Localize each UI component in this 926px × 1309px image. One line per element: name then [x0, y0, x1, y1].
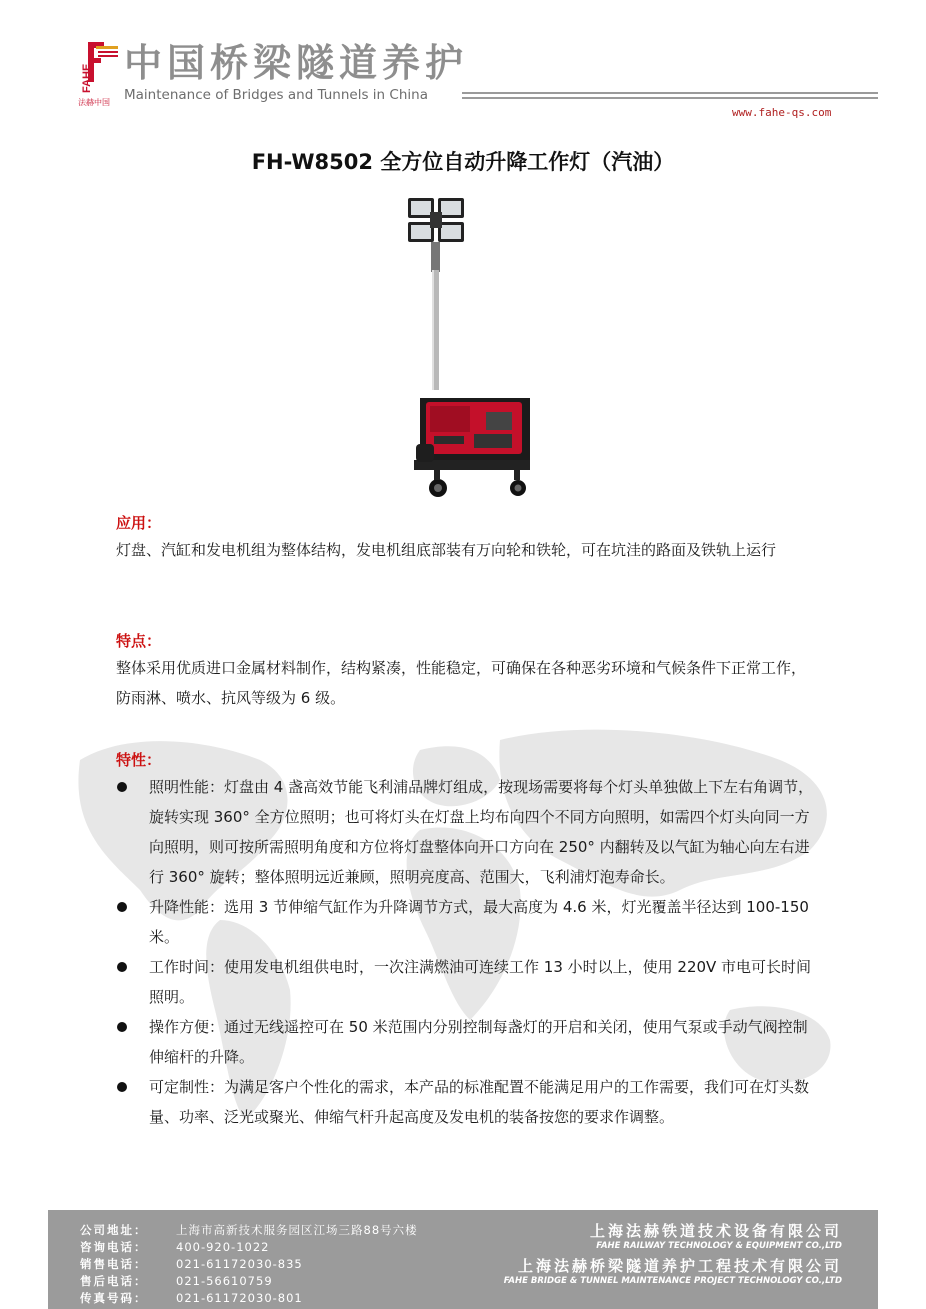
svg-text:FAHE: FAHE [81, 63, 93, 93]
bullet-icon [117, 902, 127, 912]
product-title: FH-W8502 全方位自动升降工作灯（汽油） [251, 150, 675, 174]
contact-address: 公司地址： 上海市高新技术服务园区江场三路88号六楼 [80, 1223, 418, 1237]
feature-item: 可定制性：为满足客户个性化的需求，本产品的标准配置不能满足用户的工作需要，我们可在灯头数量、功率、泛光或聚光、伸缩气杆升起高度及发电机的装备按您的要求作调整。 [116, 1072, 816, 1132]
contact-info [80, 1222, 418, 1307]
application-heading: 应用： [116, 514, 162, 532]
bullet-icon [117, 1022, 127, 1032]
product-image [400, 190, 540, 502]
features-list [116, 772, 816, 1132]
company-railway: 上海法赫铁道技术设备有限公司 FAHE RAILWAY TECHNOLOGY & EQUIPMENT CO.,LTD [589, 1222, 842, 1251]
feature-item: 升降性能：选用 3 节伸缩气缸作为升降调节方式，最大高度为 4.6 米，灯光覆盖半径达到 100-150 米。 [116, 892, 816, 952]
highlights-text: 整体采用优质进口金属材料制作，结构紧凑，性能稳定，可确保在各种恶劣环境和气候条件下正常工作，防雨淋、喷水、抗风等级为 6 级。 [116, 659, 807, 707]
highlights-heading: 特点： [116, 632, 162, 650]
bullet-icon [117, 782, 127, 792]
contact-consult-phone: 咨询电话： 400-920-1022 [80, 1240, 270, 1254]
features-heading: 特性： [116, 751, 162, 769]
website-link[interactable]: www.fahe-qs.com [732, 106, 832, 119]
feature-item: 工作时间：使用发电机组供电时，一次注满燃油可连续工作 13 小时以上，使用 220V 市电可长时间照明。 [116, 952, 816, 1012]
footer [48, 1210, 878, 1309]
contact-sales-phone: 销售电话： 021-61172030-835 [80, 1257, 303, 1271]
brand-title-cn: 中国桥梁隧道养护 [124, 41, 469, 85]
fahe-logo [78, 42, 118, 108]
contact-fax: 传真号码： 021-61172030-801 [80, 1291, 303, 1305]
logo-caption: 法赫中国 [78, 98, 110, 107]
header-rule-bottom [462, 97, 878, 99]
application-text: 灯盘、汽缸和发电机组为整体结构，发电机组底部装有万向轮和铁轮，可在坑洼的路面及铁轨上运行 [116, 541, 777, 559]
feature-item: 照明性能：灯盘由 4 盏高效节能飞利浦品牌灯组成，按现场需要将每个灯头单独做上下左右角调节， 旋转实现 360° 全方位照明；也可将灯头在灯盘上均布向四个不同方向照明，如需四个灯头向同一方向照明，则可按所需照明角度和方位将灯盘整体向开口方向在 250° 内翻转及以气缸为轴心向左右进行 360° 旋转；整体照明远近兼顾，照明亮度高、范围大，飞利浦灯泡寿命长。 [116, 772, 816, 892]
brand-title-en: Maintenance of Bridges and Tunnels in China [124, 87, 428, 103]
feature-item: 操作方便：通过无线遥控可在 50 米范围内分别控制每盏灯的开启和关闭，使用气泵或手动气阀控制伸缩杆的升降。 [116, 1012, 816, 1072]
header-rule-top [462, 92, 878, 94]
bullet-icon [117, 962, 127, 972]
bullet-icon [117, 1082, 127, 1092]
company-bridge-tunnel: 上海法赫桥梁隧道养护工程技术有限公司 FAHE BRIDGE & TUNNEL MAINTENANCE PROJECT TECHNOLOGY CO.,LTD [503, 1257, 842, 1286]
contact-aftersales-phone: 售后电话： 021-56610759 [80, 1274, 273, 1288]
